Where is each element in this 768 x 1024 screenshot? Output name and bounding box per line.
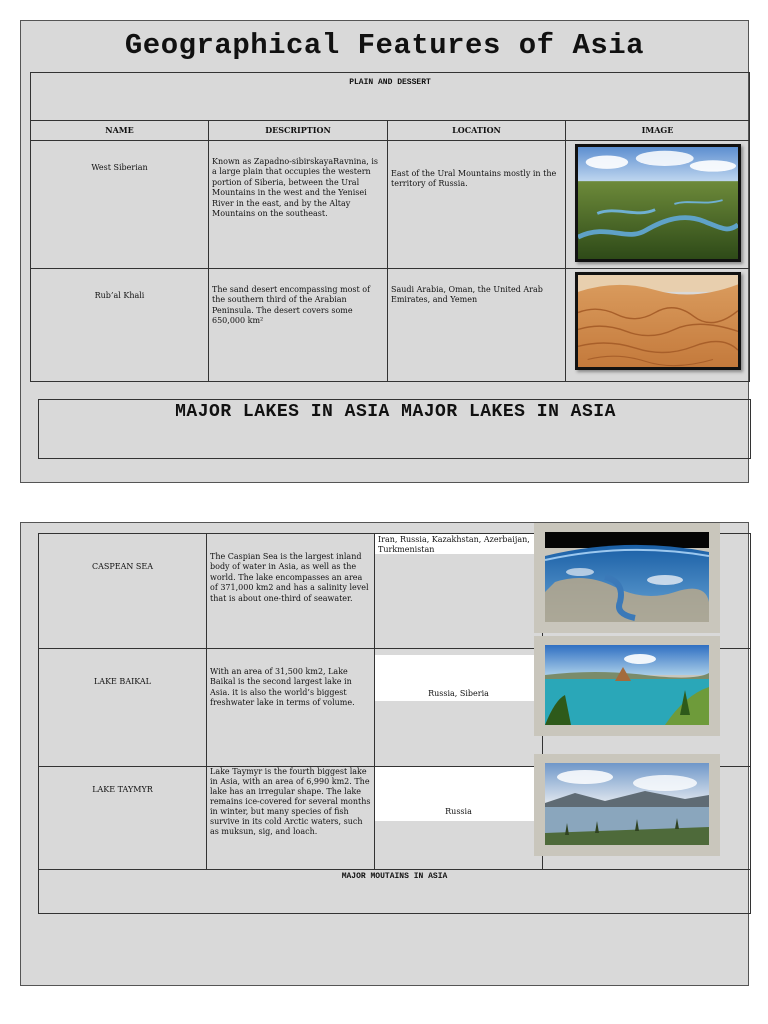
section-heading-plains: PLAIN AND DESSERT [31,73,750,121]
lake-baikal-image [534,636,720,736]
lake-location: Russia, Siberia [375,655,542,701]
plains-table [30,72,750,382]
lake-location-cell [375,534,543,649]
feature-location: Saudi Arabia, Oman, the United Arab Emirates, and Yemen [388,269,566,382]
lake-location-cell [375,767,543,870]
sand-dunes-image [575,272,741,370]
document-title: Geographical Features of Asia [124,29,645,62]
lake-name: LAKE TAYMYR [39,767,207,870]
lake-location: Russia [375,767,542,821]
column-header-location: LOCATION [388,121,566,141]
column-header-image: IMAGE [566,121,750,141]
plain-river-forest-image [575,144,741,262]
lakes-heading: MAJOR LAKES IN ASIA MAJOR LAKES IN ASIA [175,402,616,422]
image-cell [566,269,750,382]
table-row [31,141,750,269]
lakes-heading-box [38,399,751,459]
lake-description: Lake Taymyr is the fourth biggest lake in Asia, with an area of 6,990 km2. The lake has an irregular shape. The lake remains ice-covered for several months in winter, but many species of fish survive in its cold Arctic waters, such as muksun, sig, and loach. [207,767,375,870]
feature-location: East of the Ural Mountains mostly in the territory of Russia. [388,141,566,269]
lake-description: With an area of 31,500 km2, Lake Baikal is the second largest lake in Asia. it is also the world’s biggest freshwater lake in terms of volume. [207,649,375,767]
lake-taymyr-image [534,754,720,856]
lake-location: Iran, Russia, Kazakhstan, Azerbaijan, Turkmenistan [375,534,542,554]
feature-description: The sand desert encompassing most of the southern third of the Arabian Peninsula. The desert covers some 650,000 km² [209,269,388,382]
lake-name: LAKE BAIKAL [39,649,207,767]
mountains-heading: MAJOR MOUTAINS IN ASIA [39,870,751,914]
image-cell [566,141,750,269]
feature-description: Known as Zapadno-sibirskayaRavnina, is a large plain that occupies the western portion of Siberia, between the Ural Mountains in the west and the Yenisei River in the east, and by the Altay Mountains on the southeast. [209,141,388,269]
lake-location-cell [375,649,543,767]
lake-name: CASPEAN SEA [39,534,207,649]
column-header-description: DESCRIPTION [209,121,388,141]
document-page-2 [20,522,749,986]
document-page-1 [20,20,749,483]
satellite-caspian-image [534,523,720,633]
table-row [31,269,750,382]
lake-description: The Caspian Sea is the largest inland body of water in Asia, as well as the world. The lake encompasses an area of 371,000 km2 and has a salinity level that is about one-third of seawater. [207,534,375,649]
feature-name: Rub’al Khali [31,269,209,382]
table-header-row [31,121,750,141]
column-header-name: NAME [31,121,209,141]
feature-name: West Siberian [31,141,209,269]
